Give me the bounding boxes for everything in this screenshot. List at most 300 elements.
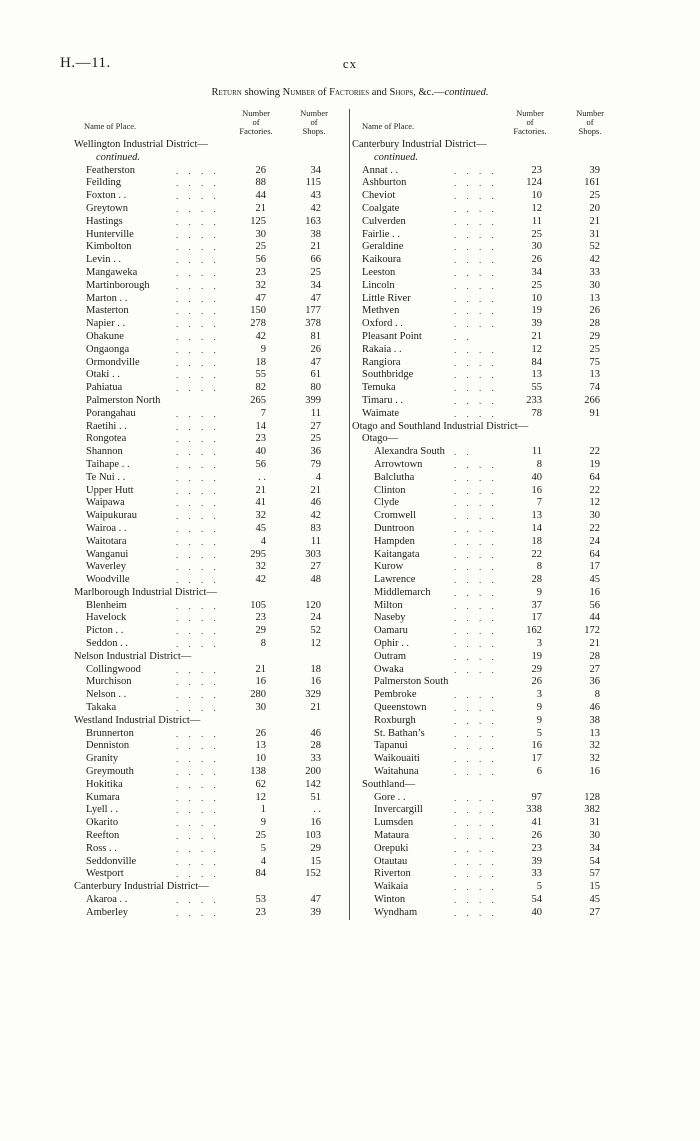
leader-dots: . . . . — [176, 459, 220, 470]
leader-dots: . . . . — [454, 587, 498, 598]
leader-dots: . . . . — [176, 703, 220, 714]
table-row — [350, 472, 622, 485]
shops-count: 399 — [305, 394, 321, 406]
leader-dots: . . . . — [176, 690, 220, 701]
shops-count: 27 — [310, 420, 321, 432]
leader-dots: . . . . — [454, 267, 498, 278]
factories-count: 3 — [536, 689, 542, 701]
header-shops — [568, 109, 612, 136]
table-row — [74, 676, 346, 689]
leader-dots: . . . . — [454, 843, 498, 854]
table-row — [350, 638, 622, 651]
table-row — [74, 267, 346, 280]
factories-count: 41 — [255, 497, 266, 509]
shops-count: 120 — [305, 599, 321, 611]
leader-dots: . . . . — [454, 191, 498, 202]
place-name: Hampden — [374, 535, 415, 547]
place-name: Middlemarch — [374, 586, 431, 598]
place-name: Clyde — [374, 497, 400, 509]
leader-dots: . . . . — [454, 216, 498, 227]
place-name: Seddon . . — [86, 638, 128, 650]
shops-count: 266 — [584, 394, 600, 406]
shops-count: 42 — [310, 510, 321, 522]
leader-dots: . . . . — [454, 869, 498, 880]
leader-dots: . . . . — [176, 767, 220, 778]
place-name: Culverden — [362, 215, 406, 227]
place-name: Brunnerton — [86, 727, 134, 739]
shops-count: 43 — [310, 190, 321, 202]
leader-dots: . . . . — [454, 255, 498, 266]
table-row — [74, 280, 346, 293]
factories-count: 22 — [531, 548, 542, 560]
factories-count: 13 — [255, 740, 266, 752]
leader-dots: . . . . — [454, 459, 498, 470]
place-name: Ohakune — [86, 330, 124, 342]
table-row — [74, 907, 346, 920]
leader-dots: . . . . — [176, 843, 220, 854]
table-row — [350, 549, 622, 562]
factories-count: 8 — [260, 638, 266, 650]
table-row — [74, 254, 346, 267]
leader-dots: . . . . — [176, 331, 220, 342]
factories-count: 11 — [531, 215, 542, 227]
place-name: Annat . . — [362, 164, 399, 176]
shops-count: 16 — [589, 766, 600, 778]
leader-dots: . . . . — [176, 191, 220, 202]
leader-dots: . . . . — [176, 498, 220, 509]
place-name: Mataura — [374, 830, 409, 842]
table-row — [74, 689, 346, 702]
leader-dots: . . . . — [454, 178, 498, 189]
shops-count: 83 — [310, 522, 321, 534]
header-line: Shops. — [578, 126, 602, 136]
place-name: Waimate — [362, 407, 400, 419]
header-line: of — [252, 117, 260, 127]
place-name: Masterton — [86, 305, 129, 317]
continued-label — [350, 152, 622, 165]
shops-count: 57 — [589, 868, 600, 880]
table-row — [74, 305, 346, 318]
shops-count: 21 — [589, 215, 600, 227]
table-row — [350, 766, 622, 779]
place-name: Tapanui — [374, 740, 408, 752]
leader-dots: . . . . — [454, 831, 498, 842]
shops-count: 11 — [310, 407, 321, 419]
factories-count: 23 — [531, 164, 542, 176]
shops-count: 21 — [310, 241, 321, 253]
factories-count: 7 — [536, 497, 542, 509]
shops-count: . . — [313, 804, 321, 816]
place-name: Takaka — [86, 702, 117, 714]
place-name: Shannon — [86, 446, 123, 458]
factories-count: 6 — [536, 766, 542, 778]
table-row — [74, 868, 346, 881]
place-name: Kumara — [86, 791, 120, 803]
factories-count: 10 — [531, 190, 542, 202]
column-header — [74, 109, 346, 139]
leader-dots: . . . . — [176, 536, 220, 547]
shops-count: 46 — [310, 497, 321, 509]
table-row — [350, 689, 622, 702]
shops-count: 39 — [589, 164, 600, 176]
table-row — [350, 868, 622, 881]
leader-dots: . . . . — [454, 767, 498, 778]
place-name: Waitahuna — [374, 766, 419, 778]
shops-count: 31 — [589, 228, 600, 240]
leader-dots: . . . . — [454, 472, 498, 483]
leader-dots: . . . . — [454, 856, 498, 867]
table-row — [350, 254, 622, 267]
shops-count: 25 — [589, 190, 600, 202]
table-row — [350, 715, 622, 728]
leader-dots: . . . . — [176, 754, 220, 765]
leader-dots: . . . . — [454, 511, 498, 522]
shops-count: 74 — [589, 382, 600, 394]
factories-count: 11 — [531, 446, 542, 458]
place-name: Geraldine — [362, 241, 404, 253]
factories-count: 105 — [250, 599, 266, 611]
table-row — [74, 638, 346, 651]
factories-count: 21 — [255, 484, 266, 496]
factories-count: 25 — [255, 241, 266, 253]
factories-count: 19 — [531, 305, 542, 317]
leader-dots: . . . . — [454, 741, 498, 752]
shops-count: 177 — [305, 305, 321, 317]
shops-count: 30 — [589, 510, 600, 522]
shops-count: 4 — [315, 471, 321, 483]
table-row — [74, 894, 346, 907]
leader-dots: . . . . — [454, 536, 498, 547]
table-row — [350, 856, 622, 869]
shops-count: 8 — [594, 689, 600, 701]
table-row — [350, 280, 622, 293]
table-row — [74, 472, 346, 485]
factories-count: 26 — [531, 830, 542, 842]
factories-count: 18 — [531, 535, 542, 547]
place-name: Owaka — [374, 663, 404, 675]
place-name: continued. — [96, 151, 141, 163]
factories-count: 21 — [255, 202, 266, 214]
table-row — [74, 817, 346, 830]
shops-count: 17 — [589, 561, 600, 573]
table-row — [74, 408, 346, 421]
leader-dots: . . . . — [176, 178, 220, 189]
factories-count: 4 — [260, 855, 266, 867]
factories-count: 23 — [255, 433, 266, 445]
factories-count: 32 — [255, 561, 266, 573]
shops-count: 20 — [589, 202, 600, 214]
shops-count: 152 — [305, 868, 321, 880]
shops-count: 32 — [589, 753, 600, 765]
header-line: of — [310, 117, 318, 127]
factories-count: 12 — [531, 343, 542, 355]
shops-count: 47 — [310, 292, 321, 304]
factories-count: 55 — [531, 382, 542, 394]
leader-dots: . . . . — [454, 639, 498, 650]
table-row — [350, 293, 622, 306]
table-row — [74, 216, 346, 229]
place-name: Wanganui — [86, 548, 129, 560]
title-text: showing — [241, 87, 283, 98]
leader-dots: . . . . — [176, 370, 220, 381]
table-row — [74, 190, 346, 203]
shops-count: 12 — [310, 638, 321, 650]
table-title — [0, 87, 700, 98]
table-row — [350, 395, 622, 408]
shops-count: 13 — [589, 727, 600, 739]
place-name: Oamaru — [374, 625, 408, 637]
place-name: Cheviot — [362, 190, 396, 202]
shops-count: 81 — [310, 330, 321, 342]
shops-count: 46 — [589, 702, 600, 714]
shops-count: 303 — [305, 548, 321, 560]
place-name: Alexandra South — [374, 446, 445, 458]
table-row — [350, 369, 622, 382]
leader-dots: . . . . — [454, 600, 498, 611]
place-name: Waverley — [86, 561, 126, 573]
factories-count: 34 — [531, 266, 542, 278]
factories-count: 28 — [531, 574, 542, 586]
district-heading — [74, 715, 346, 728]
place-name: Wyndham — [374, 906, 418, 918]
factories-count: 16 — [531, 484, 542, 496]
leader-dots: . . . . — [176, 229, 220, 240]
shops-count: 52 — [310, 625, 321, 637]
place-name: Waitotara — [86, 535, 127, 547]
leader-dots: . . . . — [176, 562, 220, 573]
place-name: Outram — [374, 650, 407, 662]
shops-count: 22 — [589, 446, 600, 458]
place-name: Arrowtown — [374, 458, 423, 470]
place-name: Ongaonga — [86, 343, 130, 355]
shops-count: 382 — [584, 804, 600, 816]
factories-count: 12 — [255, 791, 266, 803]
factories-count: 39 — [531, 318, 542, 330]
continued-label — [74, 152, 346, 165]
shops-count: 75 — [589, 356, 600, 368]
district-heading — [74, 881, 346, 894]
table-row — [74, 459, 346, 472]
shops-count: 45 — [589, 574, 600, 586]
factories-count: 47 — [255, 292, 266, 304]
leader-dots: . . . . — [176, 575, 220, 586]
place-name: Granity — [86, 753, 119, 765]
table-row — [74, 574, 346, 587]
title-number: Number — [282, 87, 316, 98]
shops-count: 29 — [589, 330, 600, 342]
shops-count: 115 — [305, 177, 321, 189]
table-row — [74, 369, 346, 382]
place-name: Balclutha — [374, 471, 415, 483]
factories-count: 41 — [531, 817, 542, 829]
place-name: Rangiora — [362, 356, 401, 368]
leader-dots: . . . . — [454, 651, 498, 662]
place-name: Kaitangata — [374, 548, 420, 560]
header-line: Number — [516, 108, 544, 118]
shops-count: 161 — [584, 177, 600, 189]
shops-count: 24 — [589, 535, 600, 547]
place-name: Otaki . . — [86, 369, 120, 381]
place-name: Westport — [86, 868, 124, 880]
place-name: Murchison — [86, 676, 132, 688]
shops-count: 56 — [589, 599, 600, 611]
leader-dots: . . . . — [176, 203, 220, 214]
title-factories: Factories — [329, 87, 370, 98]
factories-count: 9 — [260, 343, 266, 355]
shops-count: 64 — [589, 548, 600, 560]
factories-count: 8 — [536, 458, 542, 470]
header-name-of-place: Name of Place. — [84, 121, 137, 131]
leader-dots: . . . . — [176, 344, 220, 355]
place-name: Marton . . — [86, 292, 128, 304]
shops-count: 42 — [310, 202, 321, 214]
factories-count: 26 — [255, 727, 266, 739]
table-row — [350, 497, 622, 510]
factories-count: 13 — [531, 369, 542, 381]
place-name: Akaroa . . — [86, 894, 128, 906]
district-heading — [74, 651, 346, 664]
factories-count: 10 — [255, 753, 266, 765]
leader-dots: . . . . — [176, 677, 220, 688]
leader-dots: . . . . — [176, 319, 220, 330]
place-name: Queenstown — [374, 702, 427, 714]
shops-count: 64 — [589, 471, 600, 483]
place-name: Temuka — [362, 382, 396, 394]
shops-count: 27 — [310, 561, 321, 573]
factories-count: 14 — [531, 522, 542, 534]
place-name: Otago and Southland Industrial District— — [352, 420, 529, 432]
shops-count: 31 — [589, 817, 600, 829]
leader-dots: . . . . — [454, 498, 498, 509]
shops-count: 27 — [589, 906, 600, 918]
factories-count: 25 — [255, 830, 266, 842]
shops-count: 46 — [310, 727, 321, 739]
factories-count: 150 — [250, 305, 266, 317]
factories-count: 54 — [531, 894, 542, 906]
title-text: , &c.— — [413, 87, 445, 98]
factories-count: 88 — [255, 177, 266, 189]
table-row — [350, 190, 622, 203]
title-return: Return — [211, 87, 242, 98]
table-row — [350, 229, 622, 242]
district-heading — [350, 139, 622, 152]
place-name: Westland Industrial District— — [74, 714, 201, 726]
table-row — [74, 728, 346, 741]
table-row — [74, 421, 346, 434]
leader-dots: . . . . — [176, 869, 220, 880]
factories-count: 23 — [531, 842, 542, 854]
factories-count: 78 — [531, 407, 542, 419]
table-row — [350, 676, 622, 689]
district-heading — [74, 587, 346, 600]
table-row — [350, 830, 622, 843]
shops-count: 16 — [310, 817, 321, 829]
place-name: Orepuki — [374, 842, 409, 854]
place-name: Otautau — [374, 855, 408, 867]
leader-dots: . . . . — [176, 242, 220, 253]
header-line: Number — [576, 108, 604, 118]
leader-dots: . . . . — [176, 357, 220, 368]
factories-count: 62 — [255, 778, 266, 790]
leader-dots: . . . . — [176, 741, 220, 752]
place-name: Napier . . — [86, 318, 126, 330]
page-reference: H.—11. — [60, 55, 111, 71]
table-row — [74, 382, 346, 395]
table-row — [74, 612, 346, 625]
place-name: Wairoa . . — [86, 522, 127, 534]
shops-count: 38 — [310, 228, 321, 240]
table-row — [350, 177, 622, 190]
factories-count: 7 — [260, 407, 266, 419]
place-name: Fairlie . . — [362, 228, 400, 240]
factories-count: 17 — [531, 612, 542, 624]
table-row — [350, 792, 622, 805]
shops-count: 28 — [310, 740, 321, 752]
place-name: Waikouaiti — [374, 753, 420, 765]
shops-count: 16 — [310, 676, 321, 688]
table-row — [74, 497, 346, 510]
header-line: Factories. — [513, 126, 547, 136]
place-name: Timaru . . — [362, 394, 404, 406]
factories-count: 295 — [250, 548, 266, 560]
factories-count: 44 — [255, 190, 266, 202]
leader-dots: . . . . — [176, 447, 220, 458]
factories-count: 125 — [250, 215, 266, 227]
table-row — [74, 510, 346, 523]
table-row — [350, 408, 622, 421]
leader-dots: . . . . — [454, 549, 498, 560]
table-row — [350, 600, 622, 613]
table-row — [350, 165, 622, 178]
shops-count: 25 — [310, 266, 321, 278]
factories-count: 29 — [255, 625, 266, 637]
place-name: Kaikoura — [362, 254, 402, 266]
factories-count: 29 — [531, 663, 542, 675]
table-row — [74, 293, 346, 306]
place-name: Waipawa — [86, 497, 125, 509]
leader-dots: . . . . — [454, 280, 498, 291]
table-row — [350, 561, 622, 574]
table-row — [74, 536, 346, 549]
leader-dots: . . . . — [176, 639, 220, 650]
place-name: Oxford . . — [362, 318, 403, 330]
table-row — [350, 536, 622, 549]
leader-dots: . . . . — [454, 523, 498, 534]
shops-count: 13 — [589, 292, 600, 304]
table-row — [74, 843, 346, 856]
place-name: Ormondville — [86, 356, 140, 368]
place-name: Roxburgh — [374, 714, 416, 726]
leader-dots: . . . . — [454, 728, 498, 739]
leader-dots: . . . . — [176, 255, 220, 266]
leader-dots: . . . . — [454, 613, 498, 624]
table-row — [350, 446, 622, 459]
leader-dots: . . . . — [454, 895, 498, 906]
leader-dots: . . . . — [454, 242, 498, 253]
title-text: of — [315, 87, 330, 98]
place-name: Pembroke — [374, 689, 417, 701]
place-name: Okarito — [86, 817, 119, 829]
leader-dots: . . . . — [454, 165, 498, 176]
header-line: Shops. — [302, 126, 326, 136]
place-name: Porangahau — [86, 407, 136, 419]
factories-count: 5 — [536, 881, 542, 893]
table-row — [350, 881, 622, 894]
factories-count: 9 — [536, 586, 542, 598]
factories-count: 84 — [255, 868, 266, 880]
factories-count: 32 — [255, 510, 266, 522]
table-row — [74, 433, 346, 446]
